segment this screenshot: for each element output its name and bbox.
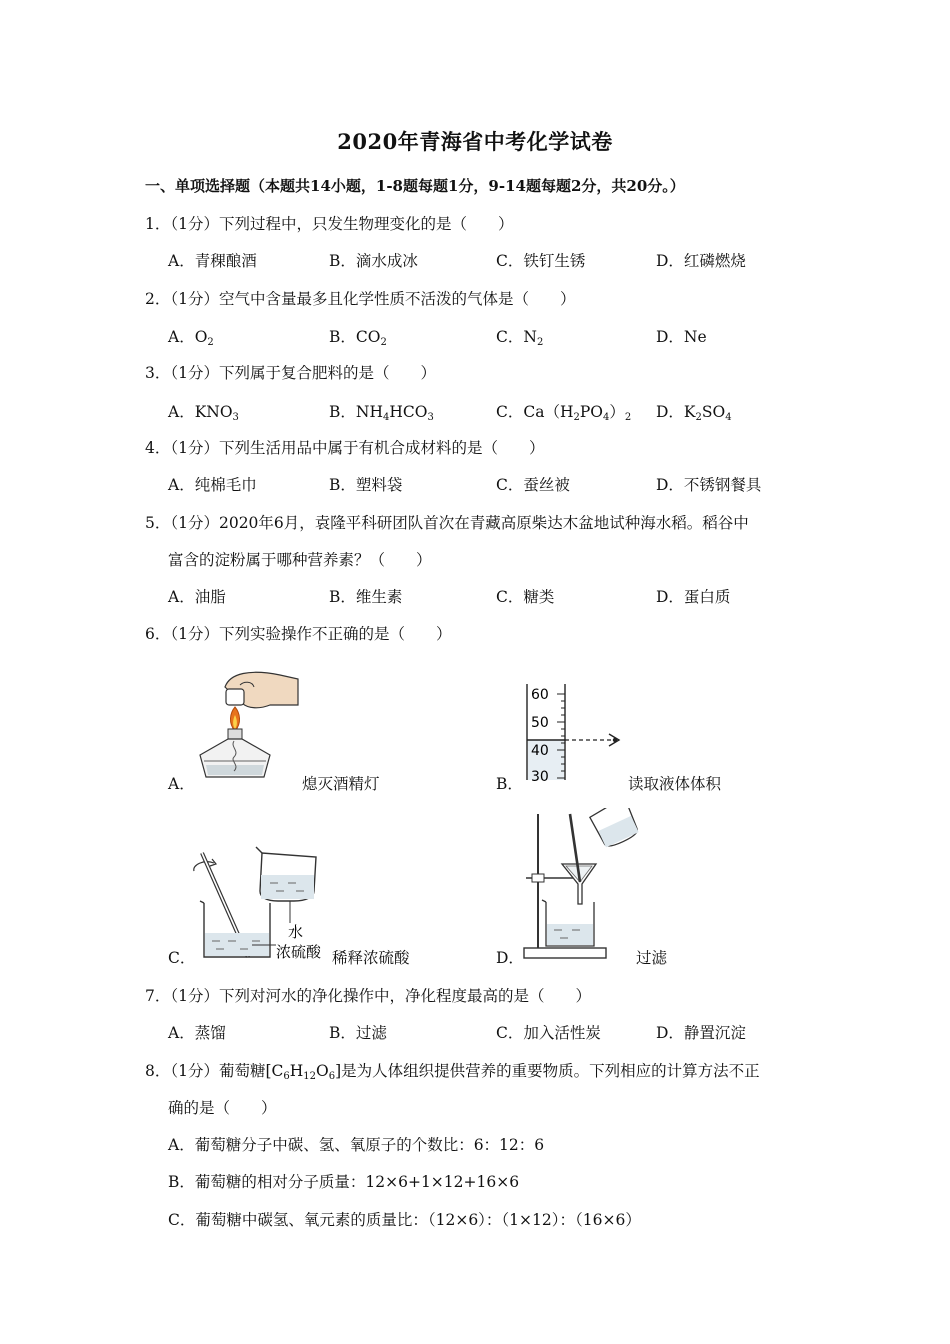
q5-option-c: C．糖类	[496, 588, 555, 606]
question-4-stem: 4．（1分）下列生活用品中属于有机合成材料的是（ ）	[145, 439, 545, 457]
q6-option-c-label: C．	[168, 949, 196, 967]
q3-option-a: A．$KNO_3$	[168, 403, 239, 423]
q4-option-a: A．纯棉毛巾	[168, 476, 257, 494]
question-1-stem: 1．（1分）下列过程中，只发生物理变化的是（ ）	[145, 215, 514, 233]
q4-option-b: B．塑料袋	[329, 476, 403, 494]
q1-option-c: C．铁钉生锈	[496, 252, 586, 270]
page-title: 2020年青海省中考化学试卷	[337, 129, 613, 154]
filtration-figure	[520, 808, 640, 963]
acid-label: 浓硫酸	[276, 943, 322, 961]
q6-option-a-caption: 熄灭酒精灯	[302, 775, 380, 793]
q2-option-a: A．$O_2$	[168, 328, 214, 348]
cylinder-tick-30: 30	[531, 769, 549, 784]
q3-option-b: B．$NH_4HCO_3$	[329, 403, 434, 423]
q4-option-d: D．不锈钢餐具	[656, 476, 762, 494]
q6-option-a-label: A．	[168, 775, 195, 793]
q6-option-b-caption: 读取液体体积	[628, 775, 722, 793]
q6-option-d-caption: 过滤	[636, 949, 668, 967]
question-5-stem: 5．（1分）2020年6月，袁隆平科研团队首次在青藏高原柴达木盆地试种海水稻。稻谷中	[145, 514, 749, 532]
question-5-stem-continued: 富含的淀粉属于哪种营养素？（ ）	[168, 551, 432, 569]
q6-option-b-label: B．	[496, 775, 523, 793]
q1-option-a: A．青稞酿酒	[168, 252, 257, 270]
q1-option-b: B．滴水成冰	[329, 252, 418, 270]
q6-option-c-caption: 稀释浓硫酸	[332, 949, 410, 967]
q8-option-c: C．葡萄糖中碳氢、氧元素的质量比：（12×6）：（1×12）：（16×6）	[168, 1211, 641, 1229]
q3-option-c: C．$Ca(H_2PO_4)_2$	[496, 403, 632, 423]
question-8-stem-continued: 确的是（ ）	[168, 1099, 277, 1117]
cylinder-tick-60: 60	[531, 687, 549, 703]
q2-option-c: C．$N_2$	[496, 328, 544, 348]
q2-option-b: B．$CO_2$	[329, 328, 387, 348]
q4-option-c: C．蚕丝被	[496, 476, 570, 494]
water-label: 水	[288, 923, 304, 941]
question-2-stem: 2．（1分）空气中含量最多且化学性质不活泼的气体是（ ）	[145, 290, 576, 308]
q5-option-b: B．维生素	[329, 588, 403, 606]
q7-option-b: B．过滤	[329, 1024, 387, 1042]
q3-option-d: D．$K_2SO_4$	[656, 403, 732, 423]
question-7-stem: 7．（1分）下列对河水的净化操作中，净化程度最高的是（ ）	[145, 987, 591, 1005]
q5-option-d: D．蛋白质	[656, 588, 731, 606]
q8-option-a: A．葡萄糖分子中碳、氢、氧原子的个数比：6：12：6	[168, 1136, 545, 1154]
q5-option-a: A．油脂	[168, 588, 226, 606]
q2-option-d: D．Ne	[656, 328, 707, 346]
q8-option-b: B．葡萄糖的相对分子质量：12×6+1×12+16×6	[168, 1173, 520, 1191]
cylinder-tick-50: 50	[531, 715, 549, 731]
question-3-stem: 3．（1分）下列属于复合肥料的是（ ）	[145, 364, 436, 382]
dilute-acid-figure	[190, 845, 330, 965]
q6-option-d-label: D．	[496, 949, 524, 967]
question-8-stem: 8．（1分）葡萄糖$[C_6H_{12}O_6]$是为人体组织提供营养的重要物质。下列相应的计算方法不正	[145, 1062, 760, 1082]
q1-option-d: D．红磷燃烧	[656, 252, 746, 270]
graduated-cylinder-figure	[523, 682, 633, 784]
q7-option-c: C．加入活性炭	[496, 1024, 601, 1042]
q7-option-a: A．蒸馏	[168, 1024, 226, 1042]
alcohol-lamp-figure	[190, 665, 300, 785]
q7-option-d: D．静置沉淀	[656, 1024, 746, 1042]
cylinder-tick-40: 40	[531, 743, 549, 759]
section-heading: 一、单项选择题（本题共14小题，1-8题每题1分，9-14题每题2分，共20分。）	[145, 177, 685, 195]
question-6-stem: 6．（1分）下列实验操作不正确的是（ ）	[145, 625, 452, 643]
